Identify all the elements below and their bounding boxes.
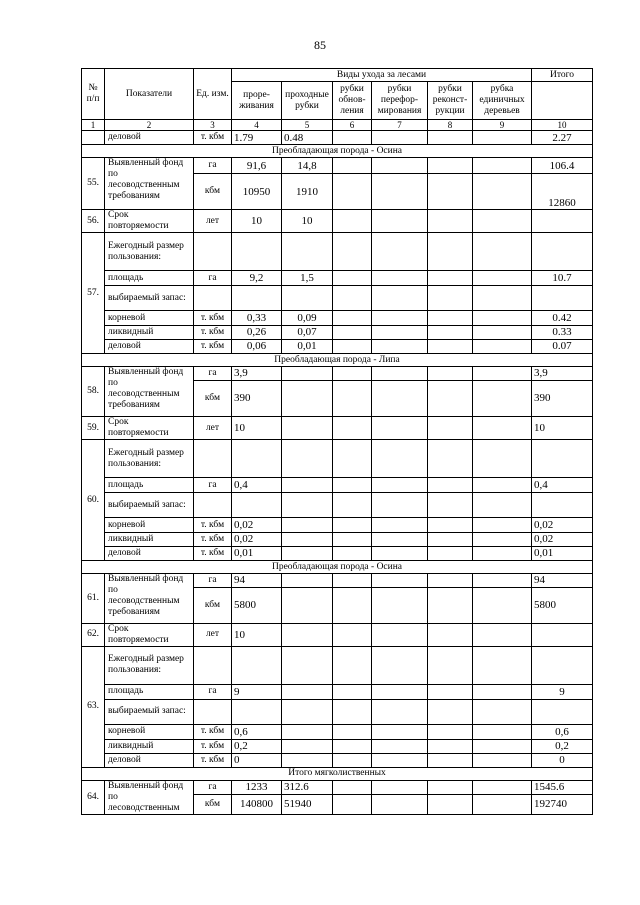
table-row: площадь га 0,4 0,4 bbox=[82, 478, 593, 493]
header-total: Итого bbox=[532, 69, 593, 82]
table-row: 61. Выявленный фонд по лесоводственным требованиям га 94 94 bbox=[82, 574, 593, 588]
table-row: 59. Срок повторяемости лет 10 10 bbox=[82, 417, 593, 440]
table-row: деловой т. кбм 1.79 0.48 2.27 bbox=[82, 131, 593, 145]
table-row: деловой т. кбм 0,06 0,01 0.07 bbox=[82, 340, 593, 354]
table-row: ликвидный т. кбм 0,02 0,02 bbox=[82, 533, 593, 547]
page-number: 85 bbox=[314, 38, 326, 52]
table-row: 63. Ежегодный размер пользования: bbox=[82, 646, 593, 684]
table-row: кбм 5800 5800 bbox=[82, 588, 593, 624]
header-col-4: прорe-живания bbox=[232, 82, 282, 120]
header-num: № п/п bbox=[82, 69, 105, 120]
table-row: ликвидный т. кбм 0,2 0,2 bbox=[82, 739, 593, 753]
header-col-7: рубки перефор-мирования bbox=[372, 82, 428, 120]
table-row: кбм 140800 51940 192740 bbox=[82, 794, 593, 814]
table-row: деловой т. кбм 0,01 0,01 bbox=[82, 547, 593, 561]
header-col-8: рубки реконст-рукции bbox=[428, 82, 473, 120]
section-header: Преобладающая порода - Осина bbox=[82, 561, 593, 574]
header-col-5: проходные рубки bbox=[282, 82, 333, 120]
header-col-6: рубки обнов-ления bbox=[333, 82, 372, 120]
table-row: 64. Выявленный фонд по лесоводственным га 1233 312.6 1545.6 bbox=[82, 780, 593, 794]
table-row: 57. Ежегодный размер пользования: bbox=[82, 233, 593, 271]
table-row: выбираемый запас: bbox=[82, 699, 593, 724]
header-care-types: Виды ухода за лесами bbox=[232, 69, 532, 82]
table-row: 62. Срок повторяемости лет 10 bbox=[82, 624, 593, 647]
table-row: выбираемый запас: bbox=[82, 286, 593, 311]
table-row: кбм 390 390 bbox=[82, 381, 593, 417]
table-row: площадь га 9 9 bbox=[82, 684, 593, 699]
table-row: корневой т. кбм 0,6 0,6 bbox=[82, 724, 593, 739]
table-row: деловой т. кбм 0 0 bbox=[82, 753, 593, 767]
forest-care-table bbox=[81, 68, 593, 815]
table-row: 56. Срок повторяемости лет 10 10 bbox=[82, 210, 593, 233]
column-numbers-row: 1 2 3 4 5 6 7 8 9 10 bbox=[82, 120, 593, 131]
section-header: Преобладающая порода - Осина bbox=[82, 145, 593, 158]
table-row: ликвидный т. кбм 0,26 0,07 0.33 bbox=[82, 326, 593, 340]
section-header: Итого мягколиственных bbox=[82, 767, 593, 780]
header-col-9: рубка единичных деревьев bbox=[473, 82, 532, 120]
header-unit: Ед. изм. bbox=[194, 69, 232, 120]
header-indicators: Показатели bbox=[105, 69, 194, 120]
table-row: выбираемый запас: bbox=[82, 493, 593, 518]
table-row: корневой т. кбм 0,02 0,02 bbox=[82, 518, 593, 533]
table-row: площадь га 9,2 1,5 10.7 bbox=[82, 271, 593, 286]
section-header: Преобладающая порода - Липа bbox=[82, 354, 593, 367]
table-row: 55. Выявленный фонд по лесоводственным требованиям га 91,6 14,8 106.4 bbox=[82, 158, 593, 174]
table-row: 60. Ежегодный размер пользования: bbox=[82, 440, 593, 478]
table-row: 58. Выявленный фонд по лесоводственным требованиям га 3,9 3,9 bbox=[82, 367, 593, 381]
table-row: корневой т. кбм 0,33 0,09 0.42 bbox=[82, 311, 593, 326]
table-row: кбм 10950 1910 12860 bbox=[82, 174, 593, 210]
